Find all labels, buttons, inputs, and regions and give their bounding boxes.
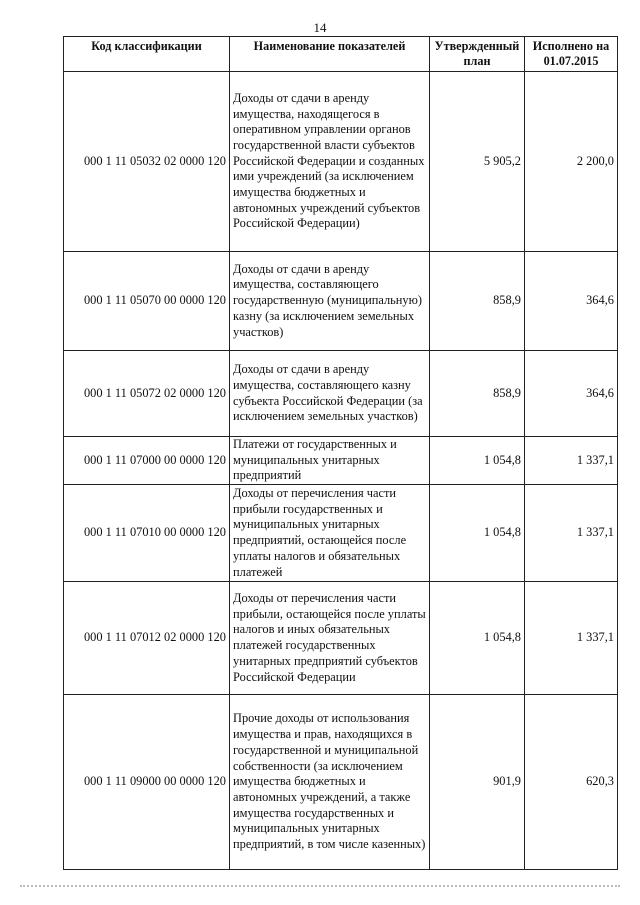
cell-executed: 364,6	[525, 351, 618, 437]
cell-name: Доходы от перечисления части прибыли государственных и муниципальных унитарных предприятий, остающейся после уплаты налогов и обязательных платежей	[230, 485, 430, 582]
cell-plan: 858,9	[430, 351, 525, 437]
cell-code: 000 1 11 05032 02 0000 120	[64, 72, 230, 252]
header-name: Наименование показателей	[230, 37, 430, 72]
cell-executed: 1 337,1	[525, 437, 618, 485]
table-row	[64, 437, 618, 485]
cell-code: 000 1 11 07012 02 0000 120	[64, 582, 230, 695]
header-executed-line1: Исполнено на	[532, 39, 610, 53]
revenue-table	[63, 36, 618, 870]
cell-name: Платежи от государственных и муниципальных унитарных предприятий	[230, 437, 430, 485]
header-plan-line1: Утвержденный	[434, 39, 520, 53]
cell-plan: 1 054,8	[430, 582, 525, 695]
cell-plan: 901,9	[430, 695, 525, 870]
page-number: 14	[313, 20, 327, 35]
table-row	[64, 485, 618, 582]
header-plan	[430, 37, 525, 72]
table-row	[64, 351, 618, 437]
cell-plan: 1 054,8	[430, 485, 525, 582]
table-header-row	[64, 37, 618, 72]
cell-executed: 364,6	[525, 252, 618, 351]
cell-code: 000 1 11 07010 00 0000 120	[64, 485, 230, 582]
header-code: Код классификации	[64, 37, 230, 72]
cell-plan: 858,9	[430, 252, 525, 351]
header-executed-line2: 01.07.2015	[543, 54, 599, 68]
cell-code: 000 1 11 05070 00 0000 120	[64, 252, 230, 351]
cell-plan: 1 054,8	[430, 437, 525, 485]
table-row	[64, 695, 618, 870]
cell-code: 000 1 11 07000 00 0000 120	[64, 437, 230, 485]
cell-name: Доходы от сдачи в аренду имущества, составляющего казну субъекта Российской Федерации (за исключением земельных участков)	[230, 351, 430, 437]
cell-name: Прочие доходы от использования имущества и прав, находящихся в государственной и муниципальной собственности (за исключением имущества бюджетных и автономных учреждений, а также имущества государственных и муниципальных унитарных предприятий, в том числе казенных)	[230, 695, 430, 870]
cell-executed: 2 200,0	[525, 72, 618, 252]
cell-code: 000 1 11 09000 00 0000 120	[64, 695, 230, 870]
cell-executed: 1 337,1	[525, 485, 618, 582]
table-row	[64, 582, 618, 695]
cell-name: Доходы от сдачи в аренду имущества, находящегося в оперативном управлении органов государственной власти субъектов Российской Федерации и созданных ими учреждений (за исключением имущества бюджетных и автономных учреждений субъектов Российской Федерации)	[230, 72, 430, 252]
table-row	[64, 252, 618, 351]
cell-name: Доходы от сдачи в аренду имущества, составляющего государственную (муниципальную) казну (за исключением земельных участков)	[230, 252, 430, 351]
header-plan-line2: план	[463, 54, 491, 68]
cell-executed: 1 337,1	[525, 582, 618, 695]
cell-name: Доходы от перечисления части прибыли, остающейся после уплаты налогов и иных обязательных платежей государственных унитарных предприятий субъектов Российской Федерации	[230, 582, 430, 695]
header-executed	[525, 37, 618, 72]
table-row	[64, 72, 618, 252]
cell-code: 000 1 11 05072 02 0000 120	[64, 351, 230, 437]
scan-edge-divider	[20, 885, 620, 887]
cell-executed: 620,3	[525, 695, 618, 870]
cell-plan: 5 905,2	[430, 72, 525, 252]
